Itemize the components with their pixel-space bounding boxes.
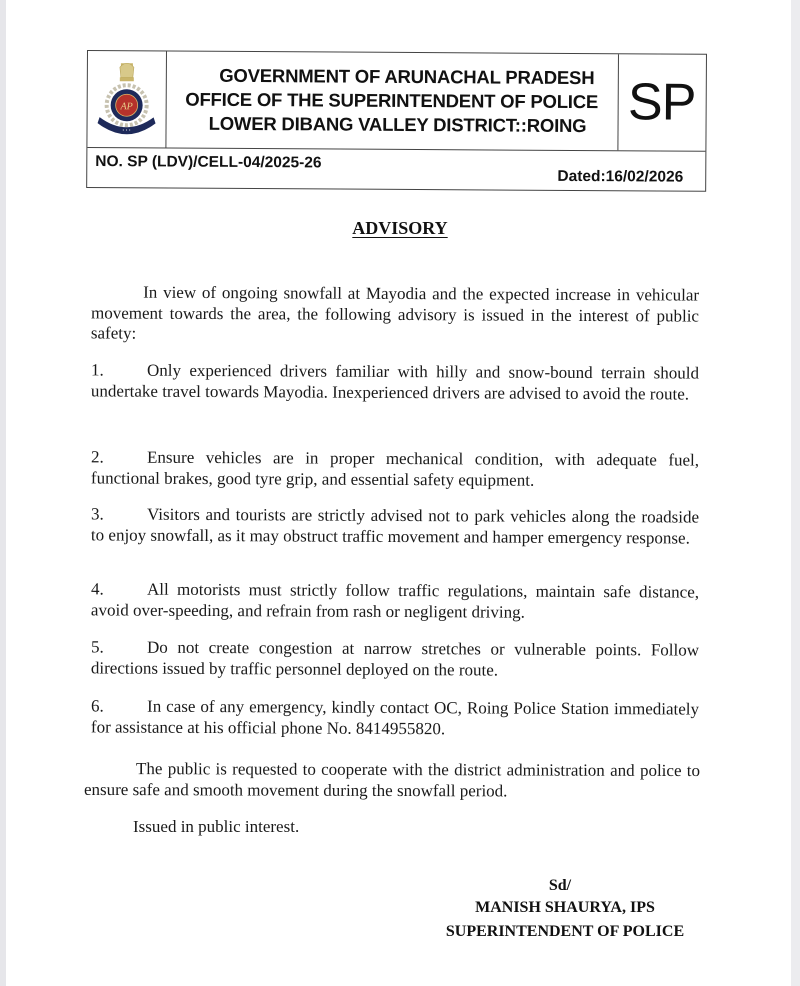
advisory-point-2 — [91, 447, 699, 491]
signatory-designation: SUPERINTENDENT OF POLICE — [445, 923, 685, 940]
advisory-point-6 — [91, 696, 699, 740]
intro-paragraph: In view of ongoing snowfall at Mayodia and the expected increase in vehicular movement towards the area, the following advisory is issued in the interest of public safety: — [90, 282, 700, 343]
sp-badge: SP — [627, 73, 696, 132]
closing-paragraph: The public is requested to cooperate with the district administration and police to ensure safe and smooth movement during the snowfall period. — [83, 759, 701, 800]
government-heading: GOVERNMENT OF ARUNACHAL PRADESH — [219, 64, 595, 89]
signature-sd: Sd/ — [548, 877, 572, 894]
signatory-name: MANISH SHAURYA, IPS — [475, 899, 655, 916]
letterhead-box — [86, 50, 707, 192]
point-text: Only experienced drivers familiar with hilly and snow-bound terrain should undertake travel towards Mayodia. Inexperienced drivers are advised to avoid the route. — [90, 360, 700, 404]
point-text: All motorists must strictly follow traffic regulations, maintain safe distance, avoid over-speeding, and refrain from rash or negligent driving. — [90, 579, 700, 622]
advisory-point-3 — [91, 504, 699, 548]
document-date: Dated:16/02/2026 — [557, 167, 684, 186]
advisory-point-5 — [91, 637, 699, 681]
issued-note: Issued in public interest. — [133, 817, 300, 836]
document-title: ADVISORY — [352, 218, 448, 238]
point-number: 6. — [91, 696, 104, 716]
point-text: Do not create congestion at narrow stretches or vulnerable points. Follow directions issued by traffic personnel deployed on the route. — [90, 637, 700, 680]
page-edge-right — [791, 0, 800, 986]
sp-badge-cell — [617, 54, 706, 151]
point-number: 4. — [91, 579, 104, 599]
reference-number: NO. SP (LDV)/CELL-04/2025-26 — [95, 153, 322, 172]
point-number: 2. — [91, 447, 104, 467]
point-number: 5. — [91, 637, 104, 657]
svg-text:AP: AP — [120, 101, 133, 113]
advisory-point-1 — [91, 360, 699, 404]
point-number: 1. — [91, 360, 104, 380]
point-text: Visitors and tourists are strictly advised not to park vehicles along the roadside to enjoy snowfall, as it may obstruct traffic movement and hamper emergency response. — [90, 504, 700, 548]
emblem-cell — [87, 51, 167, 147]
advisory-point-4 — [91, 579, 699, 623]
office-heading: OFFICE OF THE SUPERINTENDENT OF POLICE — [185, 88, 599, 113]
point-text: Ensure vehicles are in proper mechanical condition, with adequate fuel, functional brakes, good tyre grip, and essential safety equipment. — [90, 447, 700, 490]
district-heading: LOWER DIBANG VALLEY DISTRICT::ROING — [208, 112, 587, 137]
letterhead-top-row — [87, 51, 706, 152]
arunachal-police-emblem-icon — [95, 57, 158, 141]
point-text: In case of any emergency, kindly contact OC, Roing Police Station immediately for assistance at his official phone No. 8414955820. — [90, 696, 700, 738]
svg-text:• • •: • • • — [122, 128, 131, 133]
page-edge-left — [0, 0, 6, 986]
letterhead-title-cell — [165, 51, 619, 150]
point-number: 3. — [91, 504, 104, 524]
